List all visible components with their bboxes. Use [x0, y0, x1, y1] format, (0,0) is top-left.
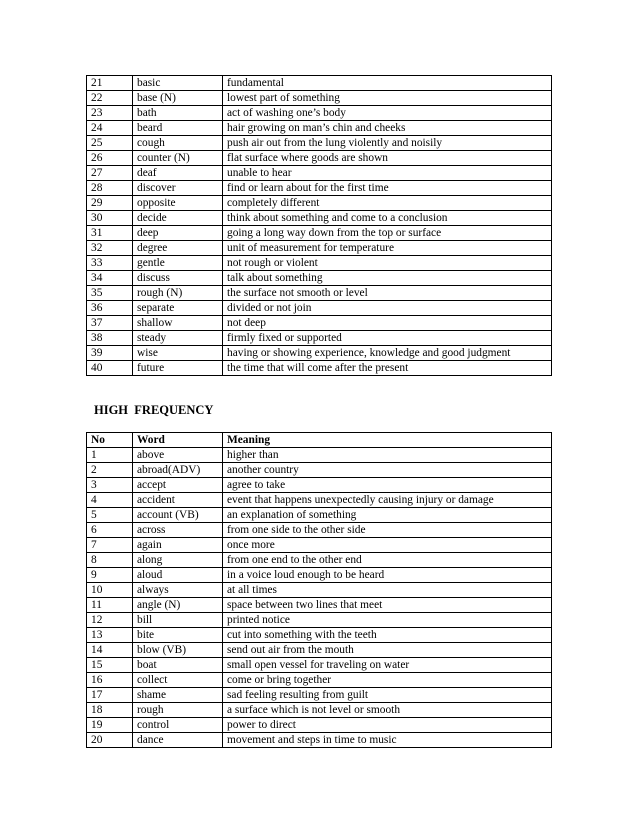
cell-no: 19: [87, 718, 133, 733]
cell-meaning: unit of measurement for temperature: [223, 241, 552, 256]
cell-no: 29: [87, 196, 133, 211]
table-row: [87, 718, 552, 733]
table-row: [87, 688, 552, 703]
cell-no: 22: [87, 91, 133, 106]
cell-meaning: the surface not smooth or level: [223, 286, 552, 301]
cell-no: 23: [87, 106, 133, 121]
table-row: [87, 91, 552, 106]
cell-word: counter (N): [133, 151, 223, 166]
cell-meaning: sad feeling resulting from guilt: [223, 688, 552, 703]
cell-meaning: a surface which is not level or smooth: [223, 703, 552, 718]
cell-word: angle (N): [133, 598, 223, 613]
cell-meaning: not rough or violent: [223, 256, 552, 271]
cell-word: dance: [133, 733, 223, 748]
cell-no: 40: [87, 361, 133, 376]
cell-no: 17: [87, 688, 133, 703]
cell-word: account (VB): [133, 508, 223, 523]
cell-meaning: movement and steps in time to music: [223, 733, 552, 748]
table-row: [87, 106, 552, 121]
cell-meaning: higher than: [223, 448, 552, 463]
cell-word: gentle: [133, 256, 223, 271]
cell-meaning: having or showing experience, knowledge and good judgment: [223, 346, 552, 361]
cell-word: decide: [133, 211, 223, 226]
cell-word: rough (N): [133, 286, 223, 301]
header-no: No: [87, 433, 133, 448]
table-row: [87, 508, 552, 523]
table-row: [87, 136, 552, 151]
cell-meaning: act of washing one’s body: [223, 106, 552, 121]
cell-word: blow (VB): [133, 643, 223, 658]
cell-word: accept: [133, 478, 223, 493]
cell-no: 28: [87, 181, 133, 196]
cell-no: 13: [87, 628, 133, 643]
cell-meaning: in a voice loud enough to be heard: [223, 568, 552, 583]
cell-no: 38: [87, 331, 133, 346]
cell-no: 4: [87, 493, 133, 508]
cell-meaning: at all times: [223, 583, 552, 598]
cell-meaning: cut into something with the teeth: [223, 628, 552, 643]
cell-word: cough: [133, 136, 223, 151]
cell-meaning: power to direct: [223, 718, 552, 733]
table-header: [87, 433, 552, 448]
cell-no: 26: [87, 151, 133, 166]
header-meaning: Meaning: [223, 433, 552, 448]
cell-meaning: once more: [223, 538, 552, 553]
cell-word: collect: [133, 673, 223, 688]
cell-no: 15: [87, 658, 133, 673]
table-row: [87, 301, 552, 316]
cell-meaning: space between two lines that meet: [223, 598, 552, 613]
cell-meaning: event that happens unexpectedly causing injury or damage: [223, 493, 552, 508]
cell-word: opposite: [133, 196, 223, 211]
cell-no: 7: [87, 538, 133, 553]
table-row: [87, 286, 552, 301]
cell-word: bite: [133, 628, 223, 643]
cell-no: 20: [87, 733, 133, 748]
cell-meaning: firmly fixed or supported: [223, 331, 552, 346]
cell-no: 18: [87, 703, 133, 718]
table-row: [87, 181, 552, 196]
cell-meaning: not deep: [223, 316, 552, 331]
cell-meaning: hair growing on man’s chin and cheeks: [223, 121, 552, 136]
table-row: [87, 151, 552, 166]
table-row: [87, 211, 552, 226]
cell-word: degree: [133, 241, 223, 256]
table-row: [87, 703, 552, 718]
cell-word: discuss: [133, 271, 223, 286]
cell-no: 37: [87, 316, 133, 331]
table-row: [87, 226, 552, 241]
cell-word: deaf: [133, 166, 223, 181]
cell-no: 16: [87, 673, 133, 688]
cell-meaning: flat surface where goods are shown: [223, 151, 552, 166]
table-row: [87, 658, 552, 673]
cell-no: 10: [87, 583, 133, 598]
cell-no: 5: [87, 508, 133, 523]
cell-no: 33: [87, 256, 133, 271]
header-word: Word: [133, 433, 223, 448]
table-row: [87, 241, 552, 256]
cell-word: above: [133, 448, 223, 463]
table-row: [87, 331, 552, 346]
table-row: [87, 568, 552, 583]
vocabulary-table-continued: [86, 75, 552, 376]
table-row: [87, 733, 552, 748]
cell-meaning: push air out from the lung violently and noisily: [223, 136, 552, 151]
cell-word: bill: [133, 613, 223, 628]
cell-word: accident: [133, 493, 223, 508]
cell-no: 25: [87, 136, 133, 151]
cell-meaning: think about something and come to a conclusion: [223, 211, 552, 226]
cell-no: 3: [87, 478, 133, 493]
cell-word: along: [133, 553, 223, 568]
cell-no: 34: [87, 271, 133, 286]
cell-no: 30: [87, 211, 133, 226]
cell-word: shame: [133, 688, 223, 703]
cell-word: discover: [133, 181, 223, 196]
cell-word: deep: [133, 226, 223, 241]
cell-no: 8: [87, 553, 133, 568]
cell-meaning: from one end to the other end: [223, 553, 552, 568]
cell-meaning: from one side to the other side: [223, 523, 552, 538]
table-body: [87, 76, 552, 376]
cell-no: 31: [87, 226, 133, 241]
cell-no: 24: [87, 121, 133, 136]
cell-word: boat: [133, 658, 223, 673]
table-row: [87, 361, 552, 376]
cell-word: control: [133, 718, 223, 733]
table-row: [87, 628, 552, 643]
cell-no: 9: [87, 568, 133, 583]
cell-meaning: unable to hear: [223, 166, 552, 181]
cell-meaning: lowest part of something: [223, 91, 552, 106]
table-row: [87, 166, 552, 181]
cell-word: always: [133, 583, 223, 598]
table-row: [87, 583, 552, 598]
table-row: [87, 523, 552, 538]
cell-word: bath: [133, 106, 223, 121]
cell-meaning: find or learn about for the first time: [223, 181, 552, 196]
cell-no: 11: [87, 598, 133, 613]
cell-word: beard: [133, 121, 223, 136]
table-row: [87, 316, 552, 331]
cell-word: aloud: [133, 568, 223, 583]
cell-word: base (N): [133, 91, 223, 106]
cell-no: 36: [87, 301, 133, 316]
table-row: [87, 271, 552, 286]
cell-meaning: talk about something: [223, 271, 552, 286]
cell-word: again: [133, 538, 223, 553]
table-row: [87, 463, 552, 478]
cell-meaning: another country: [223, 463, 552, 478]
cell-no: 35: [87, 286, 133, 301]
cell-word: wise: [133, 346, 223, 361]
table-row: [87, 448, 552, 463]
table-row: [87, 598, 552, 613]
header-row: [87, 433, 552, 448]
cell-word: abroad(ADV): [133, 463, 223, 478]
table-row: [87, 478, 552, 493]
cell-meaning: send out air from the mouth: [223, 643, 552, 658]
cell-meaning: an explanation of something: [223, 508, 552, 523]
cell-meaning: come or bring together: [223, 673, 552, 688]
cell-meaning: small open vessel for traveling on water: [223, 658, 552, 673]
cell-no: 2: [87, 463, 133, 478]
table-row: [87, 673, 552, 688]
cell-no: 6: [87, 523, 133, 538]
cell-meaning: going a long way down from the top or surface: [223, 226, 552, 241]
section-heading: HIGH FREQUENCY: [94, 403, 214, 417]
cell-no: 12: [87, 613, 133, 628]
table-row: [87, 196, 552, 211]
high-frequency-table: [86, 432, 552, 748]
table-row: [87, 538, 552, 553]
table-row: [87, 613, 552, 628]
cell-word: steady: [133, 331, 223, 346]
cell-word: rough: [133, 703, 223, 718]
cell-meaning: divided or not join: [223, 301, 552, 316]
cell-word: across: [133, 523, 223, 538]
cell-no: 32: [87, 241, 133, 256]
cell-meaning: the time that will come after the present: [223, 361, 552, 376]
table-row: [87, 493, 552, 508]
cell-meaning: fundamental: [223, 76, 552, 91]
table-row: [87, 76, 552, 91]
table-row: [87, 553, 552, 568]
cell-meaning: completely different: [223, 196, 552, 211]
cell-no: 21: [87, 76, 133, 91]
cell-word: future: [133, 361, 223, 376]
table-row: [87, 256, 552, 271]
table-body: [87, 448, 552, 748]
cell-meaning: printed notice: [223, 613, 552, 628]
cell-no: 39: [87, 346, 133, 361]
cell-word: shallow: [133, 316, 223, 331]
cell-no: 14: [87, 643, 133, 658]
table-row: [87, 346, 552, 361]
table-row: [87, 121, 552, 136]
cell-word: separate: [133, 301, 223, 316]
cell-meaning: agree to take: [223, 478, 552, 493]
cell-no: 27: [87, 166, 133, 181]
table-row: [87, 643, 552, 658]
cell-no: 1: [87, 448, 133, 463]
cell-word: basic: [133, 76, 223, 91]
